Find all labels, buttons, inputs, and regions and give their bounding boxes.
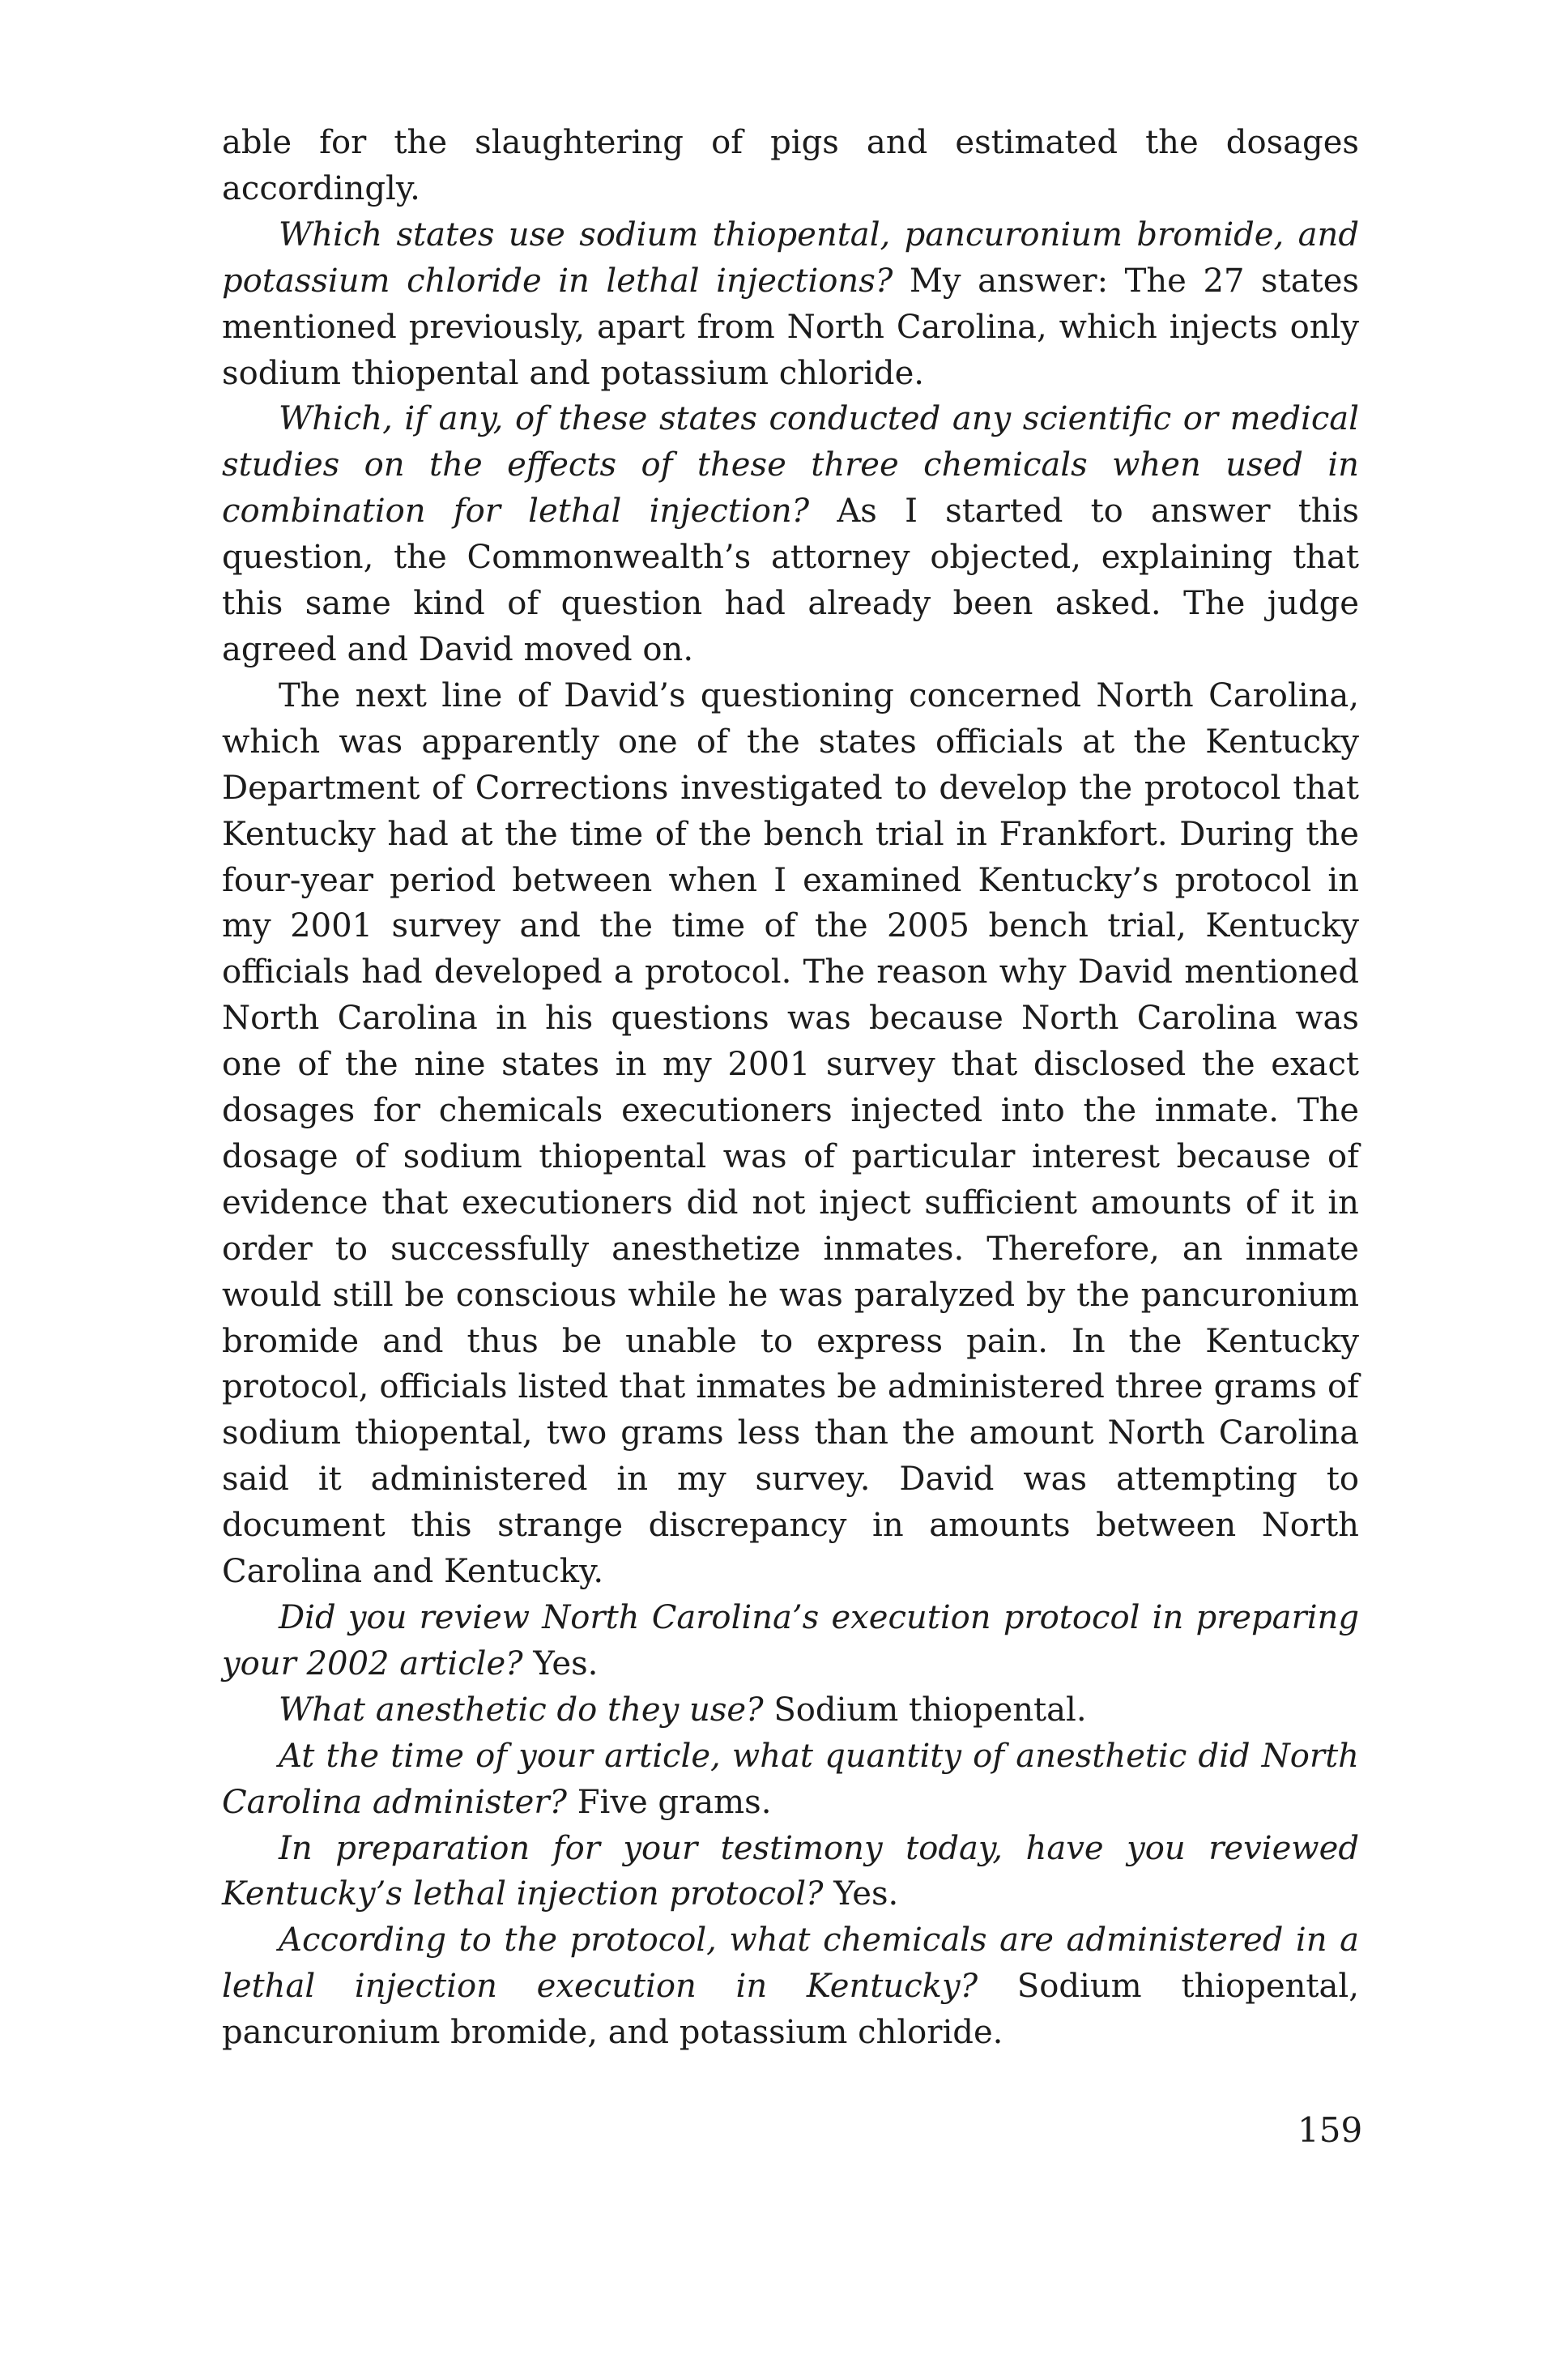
answer-text: My answer: The 27 states mentioned previously, apart from North Carolina, which injects only sodium thiopental and potassium chloride. [222, 262, 1359, 392]
paragraph-question [222, 1734, 1359, 1826]
paragraph [222, 673, 1359, 1595]
page-number: 159 [1297, 2110, 1363, 2150]
paragraph-question [222, 1687, 1359, 1734]
question-text: In preparation for your testimony today, have you reviewed Kentucky’s lethal injection protocol? [222, 1829, 1359, 1913]
question-text: Which, if any, of these states conducted any scientific or medical studies on the effects of these three chemicals when used in combination for lethal injection? [222, 400, 1359, 531]
paragraph-question [222, 1917, 1359, 2056]
paragraph-text: The next line of David’s questioning concerned North Carolina, which was apparently one of the states officials at the Kentucky Department of Corrections investigated to develop the protocol that Kentucky had at the time of the bench trial in Frankfort. During the four-year period between when I examined Kentucky’s protocol in my 2001 survey and the time of the 2005 bench trial, Kentucky officials had developed a protocol. The reason why David mentioned North Carolina in his questions was because North Carolina was one of the nine states in my 2001 survey that disclosed the exact dosages for chemicals executioners injected into the inmate. The dosage of sodium thiopental was of particular interest because of evidence that executioners did not inject sufficient amounts of it in order to successfully anesthetize inmates. Therefore, an inmate would still be conscious while he was paralyzed by the pancuronium bromide and thus be unable to express pain. In the Kentucky protocol, officials listed that inmates be administered three grams of sodium thiopental, two grams less than the amount North Carolina said it administered in my survey. David was attempting to document this strange discrepancy in amounts between North Carolina and Kentucky. [222, 676, 1359, 1591]
answer-text: Yes. [522, 1644, 599, 1682]
paragraph-question [222, 1826, 1359, 1918]
question-text: What anesthetic do they use? [279, 1691, 764, 1729]
paragraph-text: able for the slaughtering of pigs and estimated the dosages accordingly. [222, 124, 1359, 207]
answer-text: Yes. [823, 1875, 899, 1913]
body-text [222, 120, 1359, 2056]
answer-text: Five grams. [566, 1783, 772, 1821]
answer-text: Sodium thiopental. [763, 1691, 1087, 1729]
paragraph-question [222, 1595, 1359, 1687]
question-text: Which states use sodium thiopental, pancuronium bromide, and potassium chloride in lethal injections? [222, 215, 1359, 300]
paragraph-question [222, 212, 1359, 397]
question-text: According to the protocol, what chemicals are administered in a lethal injection execution in Kentucky? [222, 1921, 1359, 2006]
question-text: Did you review North Carolina’s execution protocol in preparing your 2002 article? [222, 1599, 1359, 1682]
paragraph [222, 120, 1359, 212]
question-text: At the time of your article, what quantity of anesthetic did North Carolina administer? [222, 1737, 1359, 1821]
paragraph-question [222, 396, 1359, 672]
answer-text: Sodium thiopental, pancuronium bromide, and potassium chloride. [222, 1968, 1359, 2052]
answer-text: As I started to answer this question, the Commonwealth’s attorney objected, explaining that this same kind of question had already been asked. The judge agreed and David moved on. [222, 493, 1359, 668]
